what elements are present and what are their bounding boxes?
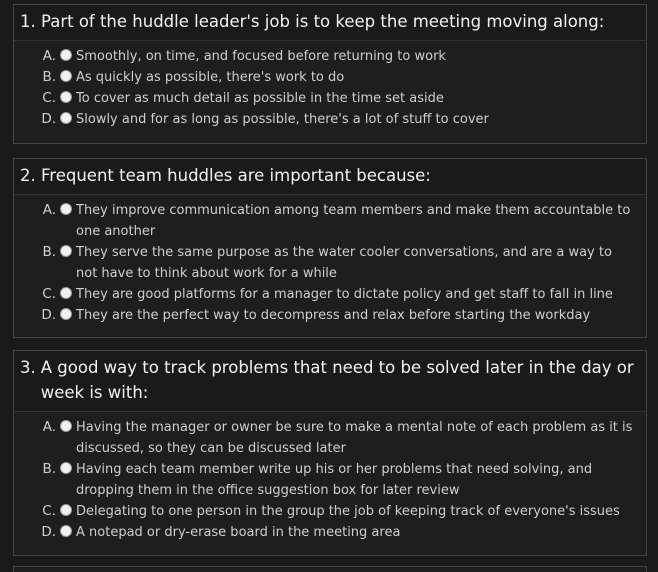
option-text: They improve communication among team members and make them accountable to one another	[76, 203, 631, 239]
option-list	[14, 195, 646, 330]
option-letter: C.	[42, 286, 56, 302]
option-d[interactable]	[40, 522, 636, 543]
option-letter: B.	[42, 461, 56, 477]
radio-button[interactable]	[60, 49, 72, 61]
option-a[interactable]	[40, 46, 636, 67]
question-number: 1.	[20, 12, 36, 31]
option-d[interactable]	[40, 305, 636, 326]
option-letter: D.	[41, 307, 56, 323]
option-letter: C.	[42, 90, 56, 106]
option-c[interactable]	[40, 284, 636, 305]
radio-button[interactable]	[60, 91, 72, 103]
question-text: Frequent team huddles are important because:	[41, 166, 431, 185]
option-text: A notepad or dry-erase board in the meeting area	[76, 525, 401, 540]
question-card-2	[13, 158, 647, 338]
question-text: A good way to track problems that need to be solved later in the day or week is with:	[40, 358, 634, 402]
option-b[interactable]	[40, 242, 636, 284]
option-b[interactable]	[40, 67, 636, 88]
option-text: Smoothly, on time, and focused before returning to work	[76, 49, 446, 64]
radio-button[interactable]	[60, 287, 72, 299]
option-text: They are good platforms for a manager to dictate policy and get staff to fall in line	[76, 287, 613, 302]
option-text: Having each team member write up his or her problems that need solving, and dropping them in the office suggestion box for later review	[76, 462, 593, 498]
option-letter: D.	[41, 524, 56, 540]
radio-button[interactable]	[60, 308, 72, 320]
question-text: Part of the huddle leader's job is to keep the meeting moving along:	[41, 12, 605, 31]
question-number: 3.	[20, 358, 36, 377]
option-d[interactable]	[40, 109, 636, 130]
radio-button[interactable]	[60, 504, 72, 516]
question-number: 2.	[20, 166, 36, 185]
option-letter: C.	[42, 503, 56, 519]
radio-button[interactable]	[60, 70, 72, 82]
radio-button[interactable]	[60, 112, 72, 124]
option-c[interactable]	[40, 501, 636, 522]
option-b[interactable]	[40, 459, 636, 501]
question-title	[14, 351, 646, 412]
option-letter: B.	[42, 69, 56, 85]
question-card-1	[13, 4, 647, 144]
option-a[interactable]	[40, 200, 636, 242]
radio-button[interactable]	[60, 462, 72, 474]
option-letter: B.	[42, 244, 56, 260]
option-text: To cover as much detail as possible in the time set aside	[76, 91, 444, 106]
radio-button[interactable]	[60, 245, 72, 257]
option-list	[14, 41, 646, 134]
option-text: They serve the same purpose as the water cooler conversations, and are a way to not have to think about work for a while	[76, 245, 612, 281]
question-title	[14, 159, 646, 195]
option-letter: D.	[41, 111, 56, 127]
option-text: Having the manager or owner be sure to make a mental note of each problem as it is discussed, so they can be discussed later	[76, 420, 633, 456]
radio-button[interactable]	[60, 525, 72, 537]
option-letter: A.	[42, 48, 56, 64]
option-text: Slowly and for as long as possible, there's a lot of stuff to cover	[76, 112, 489, 127]
radio-button[interactable]	[60, 420, 72, 432]
option-text: As quickly as possible, there's work to do	[76, 70, 345, 85]
option-text: Delegating to one person in the group the job of keeping track of everyone's issues	[76, 504, 620, 519]
radio-button[interactable]	[60, 203, 72, 215]
option-list	[14, 412, 646, 547]
next-question-card-edge	[13, 566, 647, 572]
question-card-3	[13, 350, 647, 556]
option-a[interactable]	[40, 417, 636, 459]
option-c[interactable]	[40, 88, 636, 109]
question-title	[14, 5, 646, 41]
option-text: They are the perfect way to decompress and relax before starting the workday	[76, 308, 591, 323]
option-letter: A.	[42, 202, 56, 218]
option-letter: A.	[42, 419, 56, 435]
